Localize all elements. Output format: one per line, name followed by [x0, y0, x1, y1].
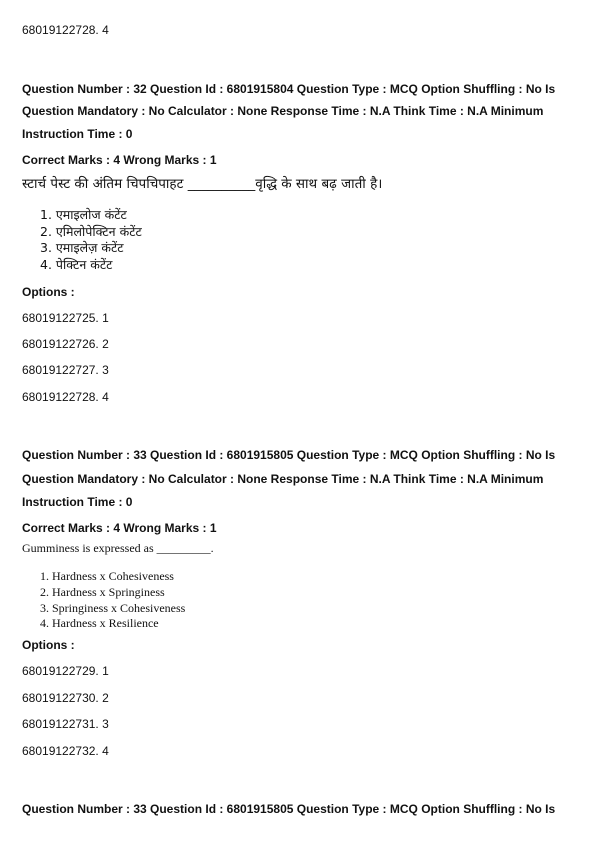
option-line: 68019122727. 3: [22, 363, 109, 377]
question-header-line1: Question Number : 33 Question Id : 6801915805 Question Type : MCQ Option Shuffling : No Is: [22, 802, 556, 816]
answer-choice: 3. Springiness x Cohesiveness: [40, 600, 186, 615]
question-text: स्टार्च पेस्ट की अंतिम चिपचिपाहट __________वृद्धि के साथ बढ़ जाती है।: [22, 176, 383, 192]
answer-choice: 4. Hardness x Resilience: [40, 616, 159, 631]
question-header-line3: Instruction Time : 0: [22, 127, 133, 141]
answer-choice: 2. Hardness x Springiness: [40, 584, 165, 599]
marks-line: Correct Marks : 4 Wrong Marks : 1: [22, 521, 217, 535]
question-header-line1: Question Number : 32 Question Id : 6801915804 Question Type : MCQ Option Shuffling : No Is: [22, 82, 556, 96]
option-line: 68019122728. 4: [22, 390, 109, 404]
answer-choice: 1. एमाइलोज कंटेंट: [40, 207, 127, 222]
option-line: 68019122732. 4: [22, 744, 109, 758]
option-line: 68019122725. 1: [22, 311, 109, 325]
option-line: 68019122729. 1: [22, 664, 109, 678]
option-line: 68019122728. 4: [22, 23, 109, 37]
options-label: Options :: [22, 285, 75, 299]
question-header-line2: Question Mandatory : No Calculator : None Response Time : N.A Think Time : N.A Minimum: [22, 104, 544, 118]
question-text: Gumminess is expressed as _________.: [22, 541, 214, 555]
answer-choices: [40, 207, 142, 273]
question-header-line2: Question Mandatory : No Calculator : None Response Time : N.A Think Time : N.A Minimum: [22, 472, 544, 486]
option-line: 68019122726. 2: [22, 337, 109, 351]
answer-choice: 2. एमिलोपेक्टिन कंटेंट: [40, 223, 142, 239]
option-line: 68019122731. 3: [22, 717, 109, 731]
option-line: 68019122730. 2: [22, 691, 109, 705]
answer-choices: [40, 569, 185, 632]
options-label: Options :: [22, 638, 75, 652]
answer-choice: 1. Hardness x Cohesiveness: [40, 569, 174, 583]
answer-choice: 3. एमाइलेज़ कंटेंट: [40, 240, 124, 255]
question-header-line3: Instruction Time : 0: [22, 495, 133, 509]
answer-choice: 4. पेक्टिन कंटेंट: [40, 256, 113, 272]
marks-line: Correct Marks : 4 Wrong Marks : 1: [22, 153, 217, 167]
question-header-line1: Question Number : 33 Question Id : 6801915805 Question Type : MCQ Option Shuffling : No Is: [22, 448, 556, 462]
